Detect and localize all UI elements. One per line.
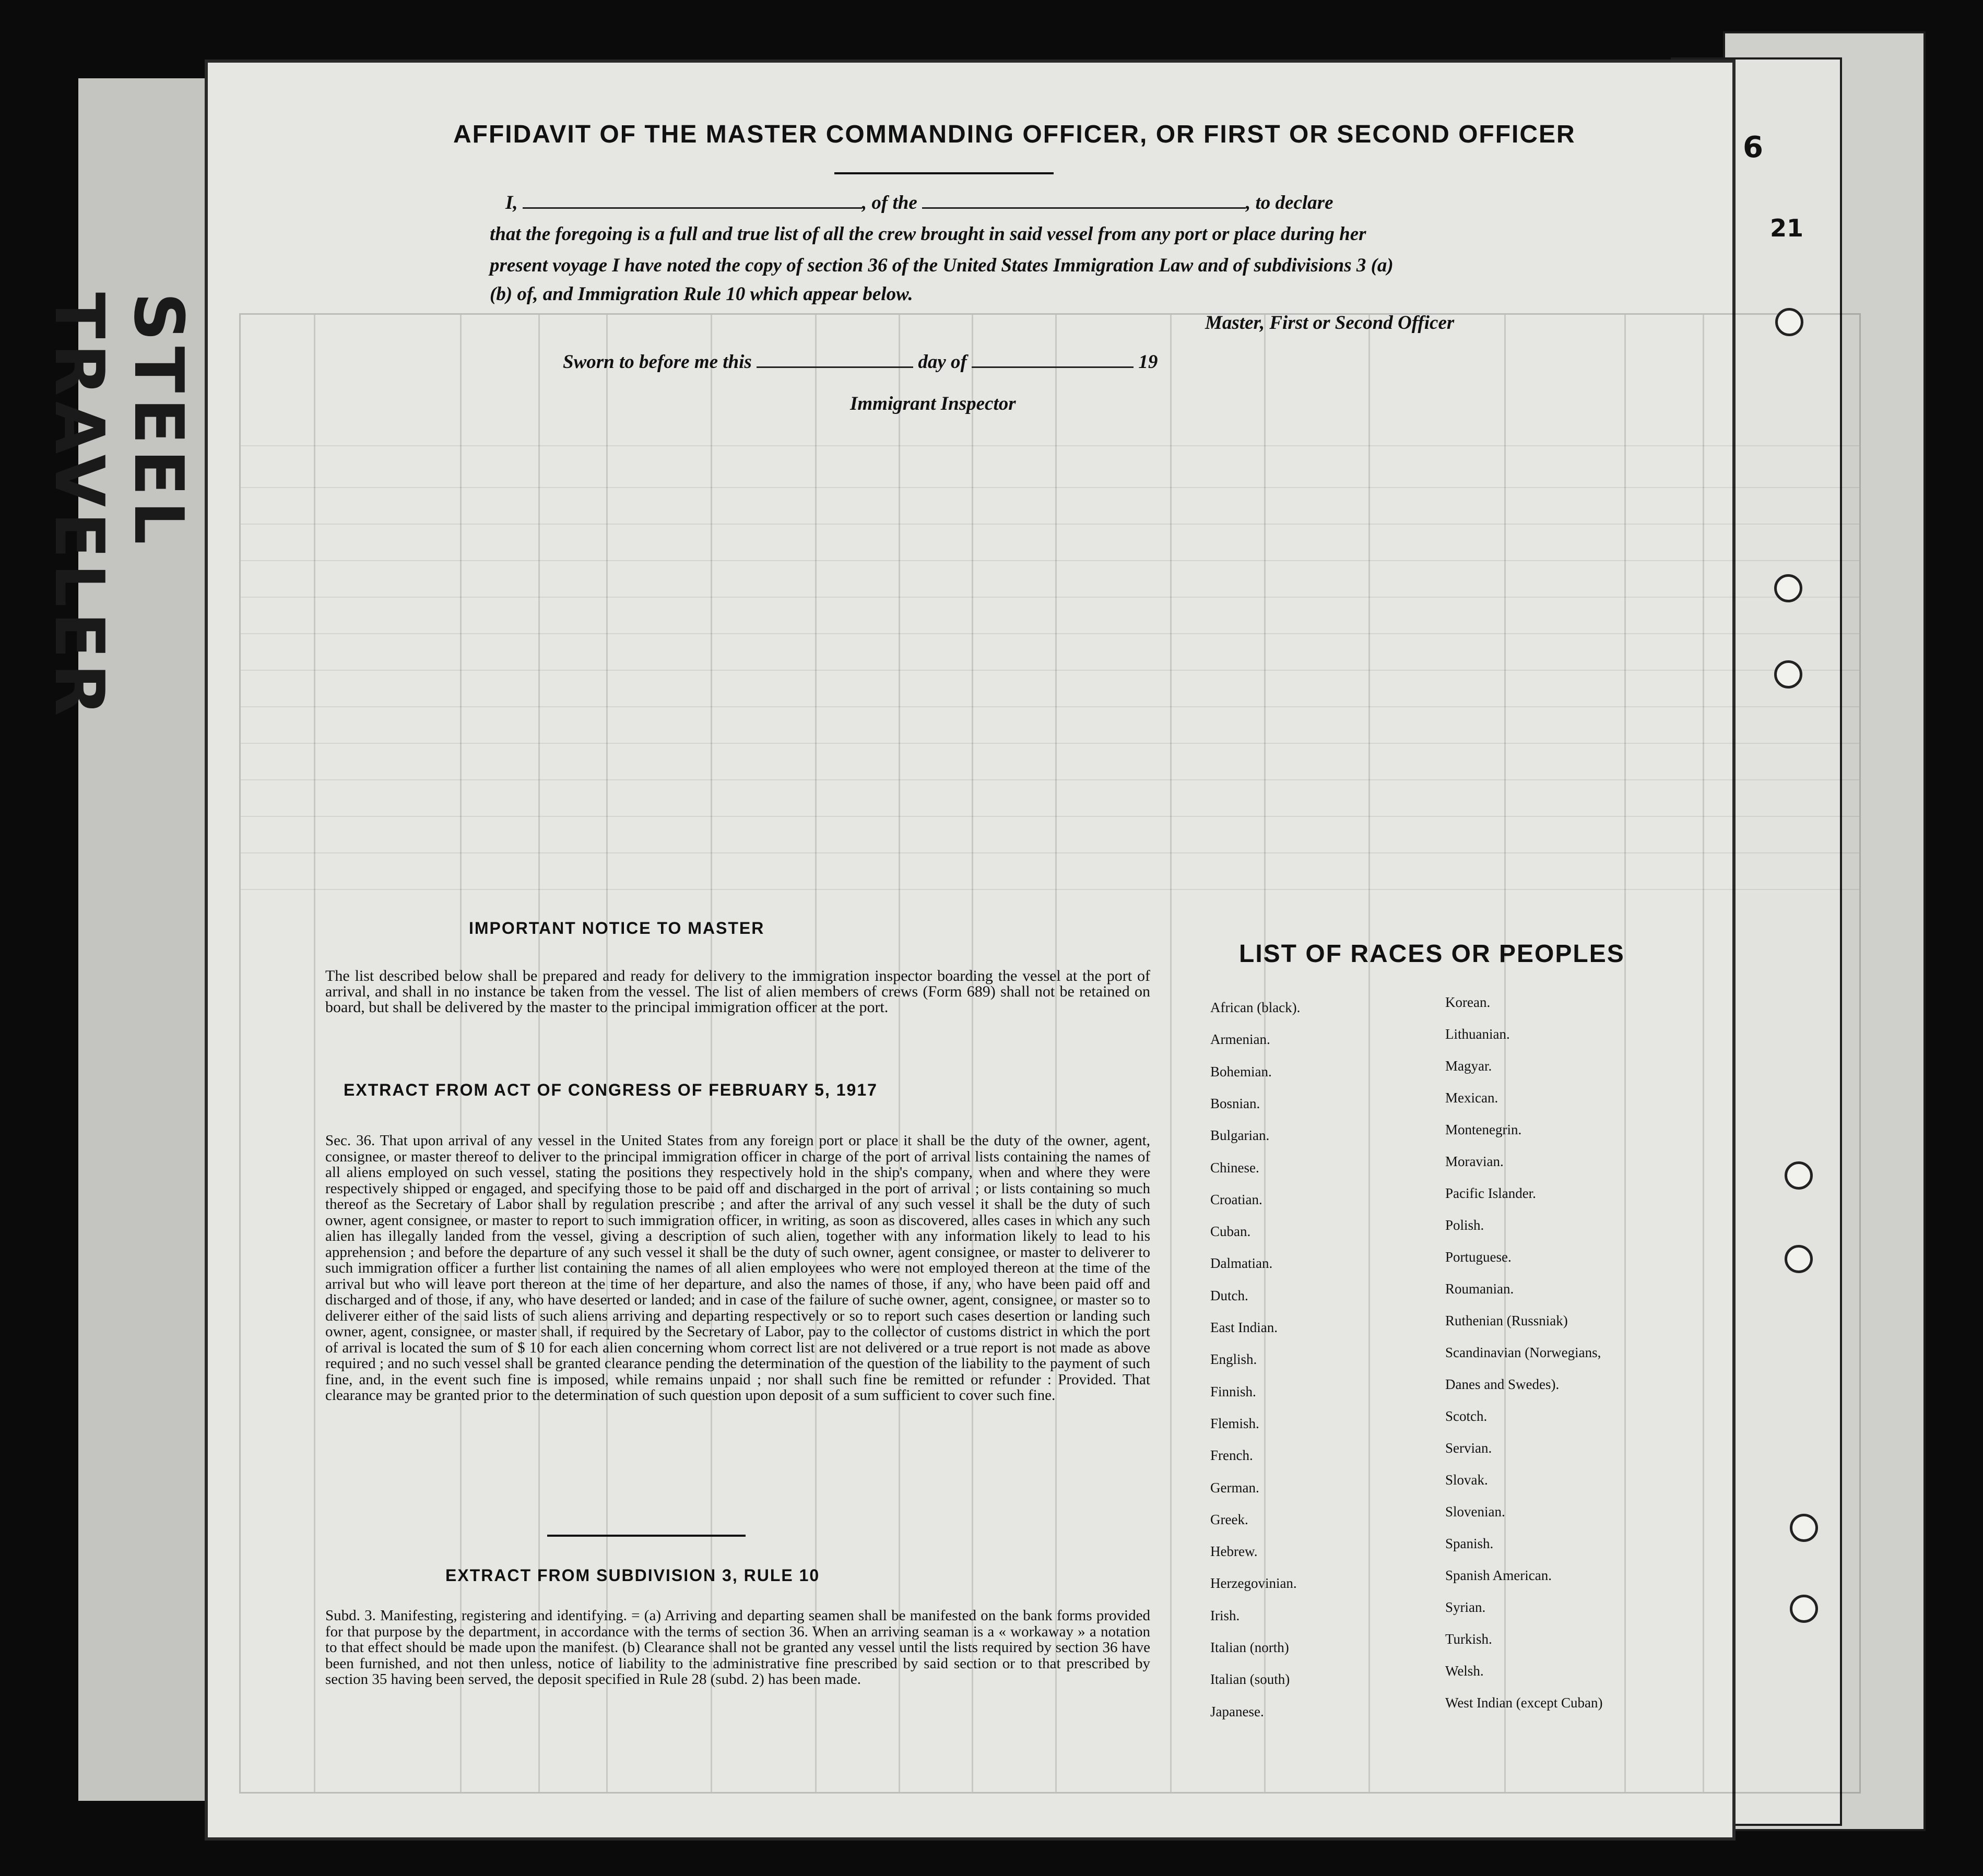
race-item: Portuguese. bbox=[1445, 1249, 1512, 1265]
title-rule bbox=[834, 172, 1054, 174]
punch-hole bbox=[1774, 660, 1802, 688]
race-item: Chinese. bbox=[1210, 1159, 1259, 1176]
race-item: West Indian (except Cuban) bbox=[1445, 1695, 1603, 1711]
subdivision-3-text: Subd. 3. Manifesting, registering and identifying. = (a) Arriving and departing seamen shall be manifested on the bank forms provided for that purpose by the department, in accordance with the terms of section 36. When an arriving seaman is a « workaway » a notation to that effect should be made upon the manifest. (b) Clearance shall not be granted any vessel until the lists required by section 36 have been furnished, and not then unless, notice of liability to the administrative fine prescribed by said section or to that prescribed by section 35 having been served, the deposit specified in Rule 28 (subd. 2) has been made. bbox=[325, 1607, 1150, 1688]
punch-hole bbox=[1790, 1595, 1818, 1623]
i-label: I, bbox=[505, 192, 518, 213]
punch-hole bbox=[1775, 308, 1803, 336]
race-item: Cuban. bbox=[1210, 1224, 1251, 1240]
of-the-label: , of the bbox=[861, 192, 917, 213]
notice-body: The list described below shall be prepared and ready for delivery to the immigration inspector boarding the vessel at the port of arrival, and shall in no instance be taken from the vessel. The list of alien members of crews (Form 689) shall not be retained on board, but shall be delivered by the master to the principal immigration officer at the port. bbox=[325, 967, 1150, 1016]
race-item: Slovenian. bbox=[1445, 1504, 1505, 1519]
vessel-stamp: STEEL TRAVELER bbox=[40, 292, 198, 721]
sworn-label: Sworn to before me this bbox=[563, 351, 752, 373]
race-item: Syrian. bbox=[1445, 1599, 1486, 1615]
race-item: Turkish. bbox=[1445, 1631, 1492, 1647]
race-item: Bohemian. bbox=[1210, 1063, 1272, 1079]
corner-mark-1: 6 bbox=[1743, 130, 1763, 164]
to-declare-label: , to declare bbox=[1246, 192, 1333, 213]
races-title: LIST OF RACES OR PEOPLES bbox=[1239, 940, 1625, 968]
race-item: Japanese. bbox=[1210, 1703, 1264, 1719]
month-blank bbox=[972, 366, 1134, 368]
notice-title: IMPORTANT NOTICE TO MASTER bbox=[469, 919, 765, 937]
name-blank bbox=[523, 207, 862, 209]
race-item: Montenegrin. bbox=[1445, 1122, 1522, 1137]
punch-hole bbox=[1774, 574, 1802, 602]
race-item: Lithuanian. bbox=[1445, 1026, 1510, 1042]
declaration-line-3: present voyage I have noted the copy of section 36 of the United States Immigration Law and of subdivisions 3 (a) bbox=[490, 255, 1394, 276]
act-extract-title: EXTRACT FROM ACT OF CONGRESS OF FEBRUARY 5, 1917 bbox=[344, 1081, 878, 1099]
declaration-line-4: (b) of, and Immigration Rule 10 which appear below. bbox=[490, 283, 913, 305]
vessel-blank bbox=[922, 207, 1246, 209]
race-item: Flemish. bbox=[1210, 1415, 1259, 1431]
race-item: Welsh. bbox=[1445, 1663, 1484, 1679]
sworn-line bbox=[563, 347, 1158, 377]
race-item: Greek. bbox=[1210, 1511, 1248, 1527]
race-item: Croatian. bbox=[1210, 1191, 1262, 1207]
race-item: Hebrew. bbox=[1210, 1543, 1258, 1560]
race-item: Herzegovinian. bbox=[1210, 1575, 1297, 1592]
day-blank bbox=[757, 366, 913, 368]
punch-hole bbox=[1785, 1245, 1813, 1273]
race-item: Irish. bbox=[1210, 1607, 1240, 1623]
signature-label: Master, First or Second Officer bbox=[1205, 312, 1455, 334]
race-item: Slovak. bbox=[1445, 1472, 1488, 1488]
punch-hole bbox=[1790, 1514, 1818, 1542]
race-item: Dalmatian. bbox=[1210, 1255, 1273, 1272]
race-item: German. bbox=[1210, 1479, 1259, 1495]
corner-mark-2: 21 bbox=[1770, 214, 1804, 242]
inspector-label: Immigrant Inspector bbox=[850, 393, 1016, 414]
declaration-line-2: that the foregoing is a full and true list of all the crew brought in said vessel from any port or place during her bbox=[490, 223, 1366, 245]
race-item: Italian (north) bbox=[1210, 1640, 1289, 1655]
affidavit-page bbox=[208, 63, 1732, 1837]
race-item: English. bbox=[1210, 1351, 1257, 1368]
race-item: Armenian. bbox=[1210, 1031, 1270, 1048]
race-item: Scandinavian (Norwegians, bbox=[1445, 1345, 1601, 1360]
race-item: East Indian. bbox=[1210, 1320, 1278, 1335]
day-of-label: day of bbox=[918, 351, 967, 373]
race-item: Bosnian. bbox=[1210, 1095, 1260, 1111]
year-label: 19 bbox=[1138, 351, 1158, 373]
declaration-line-1 bbox=[505, 188, 1333, 218]
race-item: Bulgarian. bbox=[1210, 1127, 1270, 1144]
affidavit-title: AFFIDAVIT OF THE MASTER COMMANDING OFFICER, OR FIRST OR SECOND OFFICER bbox=[453, 121, 1576, 148]
race-item: French. bbox=[1210, 1447, 1253, 1464]
section-rule bbox=[547, 1535, 746, 1537]
race-item: Finnish. bbox=[1210, 1383, 1256, 1399]
race-item: Danes and Swedes). bbox=[1445, 1376, 1560, 1392]
race-item: Ruthenian (Russniak) bbox=[1445, 1313, 1568, 1328]
race-item: Roumanian. bbox=[1445, 1281, 1514, 1297]
race-item: Magyar. bbox=[1445, 1058, 1492, 1074]
race-item: Italian (south) bbox=[1210, 1671, 1290, 1688]
race-item: Korean. bbox=[1445, 994, 1491, 1010]
race-item: Spanish. bbox=[1445, 1536, 1494, 1551]
section-36-text: Sec. 36. That upon arrival of any vessel in the United States from any foreign port or place it shall be the duty of the owner, agent, consignee, or master thereof to deliver to the principal immigration officer in charge of the port of arrival lists containing the names of all aliens employed on such vessel, stating the positions they respectively hold in the ship's company, when and where they were respectively shipped or engaged, and specifying those to be paid off and discharged in the port of arrival ; or lists containing so much thereof as the Secretary of Labor shall by regulation prescribe ; and after the arrival of any such vessel it shall be the duty of such owner, agent consignee, or master to report to such immigration officer, in writing, as soon as discovered, alles cases in which any such alien has illegally landed from the vessel, giving a description of such alien, together with any information likely to lead to his apprehension ; and before the departure of any such vessel it shall be the duty of such owner, agent consignee, or master to deliverer to such immigration officer a further list containing the names of all alien employees who were not employed thereon at the time of the arrival but who will leave port thereon at the time of her departure, and also the names of those, if any, who have been paid off and discharged and of those, if any, who have deserted or landed; and in case of the failure of suche owner, agent, consignee, or master so to deliverer either of the said lists of such aliens arriving and departing respectively or so to report such cases desertion or landing such owner, agent, consignee, or master shall, if required by the Secretary of Labor, pay to the collector of customs district in which the port of arrival is located the sum of $ 10 for each alien concerning whom correct list are not delivered or a true report is not made as above required ; and no such vessel shall be granted clearance pending the determination of the question of the liability to the payment of such fine, and, in the event such fine is imposed, while remains unpaid ; nor shall such fine be remitted or refunder : Provided. That clearance may be granted prior to the determination of such question upon deposit of a sum sufficient to cover such fine. bbox=[325, 1132, 1150, 1404]
race-item: African (black). bbox=[1210, 1000, 1301, 1015]
race-item: Dutch. bbox=[1210, 1287, 1248, 1303]
rule-extract-title: EXTRACT FROM SUBDIVISION 3, RULE 10 bbox=[445, 1566, 820, 1585]
race-item: Pacific Islander. bbox=[1445, 1185, 1536, 1201]
race-item: Scotch. bbox=[1445, 1408, 1488, 1424]
race-item: Mexican. bbox=[1445, 1090, 1498, 1106]
race-item: Spanish American. bbox=[1445, 1568, 1552, 1583]
race-item: Polish. bbox=[1445, 1217, 1484, 1233]
race-item: Servian. bbox=[1445, 1440, 1492, 1456]
punch-hole bbox=[1785, 1161, 1813, 1190]
race-item: Moravian. bbox=[1445, 1154, 1504, 1169]
